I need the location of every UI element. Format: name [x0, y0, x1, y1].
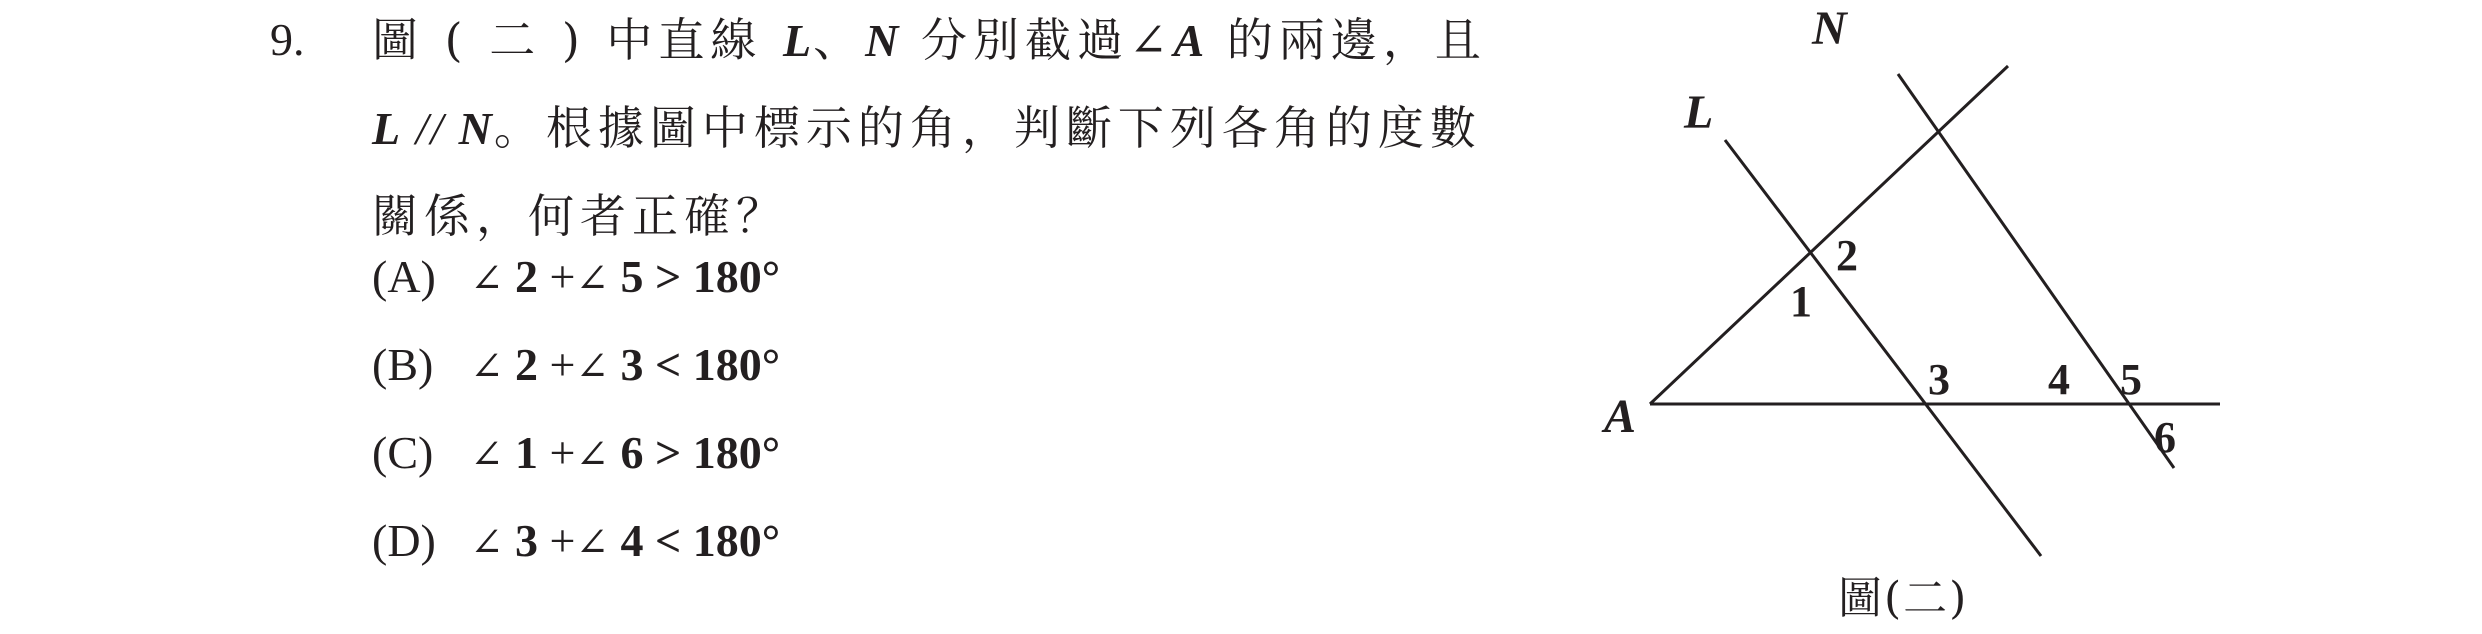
question-number: 9.: [270, 14, 305, 65]
option-c[interactable]: (C) ∠ 1 +∠ 6 > 180°: [372, 422, 780, 484]
angle-label-3: 3: [1928, 355, 1950, 404]
label-N: N: [1812, 2, 1847, 55]
line-L: [1725, 140, 2041, 556]
line-N: [1898, 74, 2174, 468]
option-label: (D): [372, 515, 436, 566]
angle-label-2: 2: [1836, 231, 1858, 280]
label-L: L: [1684, 86, 1714, 139]
option-label: (B): [372, 339, 434, 390]
angle-label-1: 1: [1790, 277, 1812, 326]
var-L: L: [783, 15, 814, 66]
option-a[interactable]: (A) ∠ 2 +∠ 5 > 180°: [372, 246, 780, 308]
geometry-figure: [1560, 0, 2260, 570]
var-A: A: [1173, 15, 1207, 66]
option-label: (C): [372, 427, 434, 478]
option-b[interactable]: (B) ∠ 2 +∠ 3 < 180°: [372, 334, 780, 396]
var-L: L: [372, 103, 403, 154]
options-list: [372, 246, 780, 598]
question-stem: [372, 10, 1572, 274]
stem-line-2: L // N。根據圖中標示的角，判斷下列各角的度數: [372, 101, 1482, 155]
angle-label-6: 6: [2154, 413, 2176, 462]
option-d[interactable]: (D) ∠ 3 +∠ 4 < 180°: [372, 510, 780, 572]
stem-line-3: 關係，何者正確？: [372, 189, 788, 243]
var-N: N: [458, 103, 494, 154]
var-N: N: [865, 15, 901, 66]
label-A: A: [1604, 390, 1637, 443]
parallel-symbol: //: [402, 103, 459, 154]
figure-caption: 圖(二): [1838, 573, 1969, 624]
angle-label-5: 5: [2120, 355, 2142, 404]
stem-line-1: 圖 ( 二 ) 中直線 L、N 分別截過∠A 的兩邊，且: [372, 13, 1487, 67]
option-label: (A): [372, 251, 436, 302]
angle-label-4: 4: [2048, 355, 2070, 404]
